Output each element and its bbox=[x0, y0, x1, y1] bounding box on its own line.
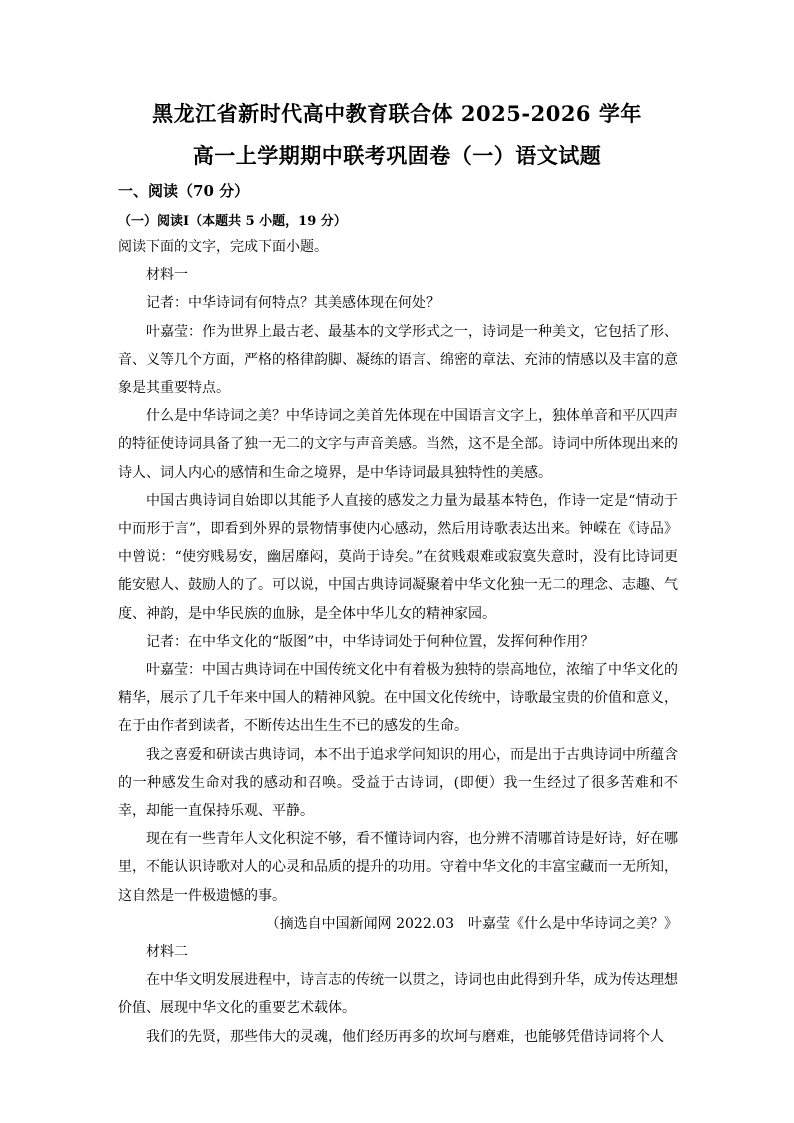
paragraph: 在中华文明发展进程中，诗言志的传统一以贯之，诗词也由此得到升华，成为传达理想价值、展现中华文化的重要艺术载体。 bbox=[118, 972, 678, 1017]
instruction-text: 阅读下面的文字，完成下面小题。 bbox=[118, 239, 328, 255]
paragraph: 叶嘉莹：作为世界上最古老、最基本的文学形式之一，诗词是一种美文，它包括了形、音、义等几个方面，严格的格律韵脚、凝练的语言、绵密的章法、充沛的情感以及丰富的意象是其重要特点。 bbox=[118, 323, 678, 397]
document-title-line-2: 高一上学期期中联考巩固卷（一）语文试题 bbox=[192, 143, 602, 168]
material-two-label: 材料二 bbox=[146, 944, 188, 961]
subsection-heading: （一）阅读Ⅰ（本题共 5 小题，19 分） bbox=[118, 214, 347, 229]
document-title-line-1: 黑龙江省新时代高中教育联合体 2025-2026 学年 bbox=[152, 101, 642, 126]
source-citation: （摘选自中国新闻网 2022.03 叶嘉莹《什么是中华诗词之美？》 bbox=[265, 915, 678, 932]
paragraph: 我们的先贤，那些伟大的灵魂，他们经历再多的坎坷与磨难，也能够凭借诗词将个人 bbox=[146, 1028, 664, 1045]
paragraph: 什么是中华诗词之美？中华诗词之美首先体现在中国语言文字上，独体单音和平仄四声的特征使诗词具备了独一无二的文字与声音美感。当然，这不是全部。诗词中所体现出来的诗人、词人内心的感情和生命之境界，是中华诗词最具独特性的美感。 bbox=[118, 408, 678, 481]
paragraph: 记者：中华诗词有何特点？其美感体现在何处？ bbox=[146, 295, 440, 312]
paragraph: 我之喜爱和研读古典诗词，本不出于追求学问知识的用心，而是出于古典诗词中所蕴含的一种感发生命对我的感动和召唤。受益于古诗词，(即便）我一生经过了很多苦难和不幸，却能一直保持乐观、平静。 bbox=[118, 746, 678, 820]
material-one-label: 材料一 bbox=[146, 267, 188, 284]
section-heading: 一、阅读（70 分） bbox=[118, 182, 250, 200]
paragraph: 现在有一些青年人文化积淀不够，看不懂诗词内容，也分辨不清哪首诗是好诗，好在哪里，不能认识诗歌对人的心灵和品质的提升的功用。守着中华文化的丰富宝藏而一无所知，这自然是一件极遗憾的事。 bbox=[118, 831, 678, 904]
reading-passage bbox=[118, 233, 678, 1051]
paragraph: 中国古典诗词自始即以其能予人直接的感发之力量为最基本特色，作诗一定是“情动于中而形于言”，即看到外界的景物情事使内心感动，然后用诗歌表达出来。钟嵘在《诗品》中曾说：“使穷贱易安，幽居靡闷，莫尚于诗矣。”在贫贱艰难或寂寞失意时，没有比诗词更能安慰人、鼓励人的了。可以说，中国古典诗词凝聚着中华文化独一无二的理念、志趣、气度、神韵，是中华民族的血脉，是全体中华儿女的精神家园。 bbox=[118, 492, 678, 622]
paragraph: 叶嘉莹：中国古典诗词在中国传统文化中有着极为独特的崇高地位，浓缩了中华文化的精华，展示了几千年来中国人的精神风貌。在中国文化传统中，诗歌最宝贵的价值和意义，在于由作者到读者，不断传达出生生不已的感发的生命。 bbox=[118, 662, 678, 735]
paragraph: 记者：在中华文化的“版图”中，中华诗词处于何种位置，发挥何种作用？ bbox=[146, 633, 595, 650]
